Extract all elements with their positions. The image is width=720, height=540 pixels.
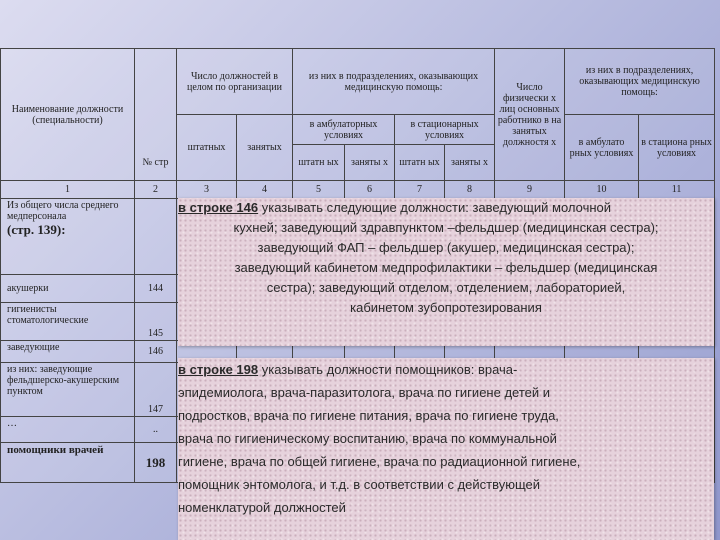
note2-lead: в строке 198 <box>178 362 259 377</box>
note-row-146 <box>178 198 714 346</box>
note1-line4: заведующий кабинетом медпрофилактики – фельдшер (медицинская <box>234 260 658 275</box>
row-name: Из общего числа среднего медперсонала <box>7 200 119 222</box>
note2-line5: гигиене, врача по общей гигиене, врача по радиационной гигиене, <box>178 454 581 469</box>
header-stat: в стационарных условиях <box>395 115 495 145</box>
header-stat2: в стациона рных условиях <box>639 115 715 181</box>
header-phys-persons: Число физически х лиц основных работнико в на занятых должностя х <box>495 49 565 181</box>
row-num: 146 <box>135 341 177 363</box>
note1-line5: сестра); заведующий отделом, отделением, лабораторией, <box>266 280 626 295</box>
row-num: 198 <box>135 443 177 483</box>
header-zan: занятых <box>237 115 293 181</box>
header-amb-zan: заняты х <box>345 145 395 181</box>
header-phys-units: из них в подразделениях, оказывающих медицинскую помощь: <box>565 49 715 115</box>
col-num-9: 9 <box>495 181 565 199</box>
header-amb2: в амбулато рных условиях <box>565 115 639 181</box>
row-sub: (стр. 139): <box>7 222 66 237</box>
row-name: … <box>1 417 135 443</box>
header-med-units: из них в подразделениях, оказывающих медицинскую помощь: <box>293 49 495 115</box>
col-num-10: 10 <box>565 181 639 199</box>
header-amb: в амбулаторных условиях <box>293 115 395 145</box>
col-num-2: 2 <box>135 181 177 199</box>
header-name: Наименование должности (специальности) <box>1 49 135 181</box>
row-name: акушерки <box>1 275 135 303</box>
header-stat-zan: заняты х <box>445 145 495 181</box>
note-row-198 <box>178 358 714 540</box>
header-org-total: Число должностей в целом по организации <box>177 49 293 115</box>
note1-line2: кухней; заведующий здравпунктом –фельдшер (медицинская сестра); <box>233 220 659 235</box>
row-num: .. <box>135 417 177 443</box>
col-num-3: 3 <box>177 181 237 199</box>
col-num-11: 11 <box>639 181 715 199</box>
header-amb-shtat: штатн ых <box>293 145 345 181</box>
row-num <box>135 199 177 275</box>
header-num: № стр <box>135 145 177 181</box>
note1-line3: заведующий ФАП – фельдшер (акушер, медицинская сестра); <box>257 240 635 255</box>
note2-line1: указывать должности помощников: врача- <box>258 362 518 377</box>
note2-line4: врача по гигиеническому воспитанию, врача по коммунальной <box>178 431 557 446</box>
col-num-5: 5 <box>293 181 345 199</box>
col-num-6: 6 <box>345 181 395 199</box>
row-name: помощники врачей <box>1 443 135 483</box>
header-shtat: штатных <box>177 115 237 181</box>
note2-line3: подростков, врача по гигиене питания, врача по гигиене труда, <box>178 408 559 423</box>
row-name: заведующие <box>1 341 135 363</box>
row-num: 145 <box>135 303 177 341</box>
row-num: 144 <box>135 275 177 303</box>
col-num-4: 4 <box>237 181 293 199</box>
col-num-7: 7 <box>395 181 445 199</box>
note2-line6: помощник энтомолога, и т.д. в соответствии с действующей <box>178 477 540 492</box>
note2-line7: номенклатурой должностей <box>178 500 346 515</box>
note1-line6: кабинетом зубопротезирования <box>350 300 542 315</box>
note2-line2: эпидемиолога, врача-паразитолога, врача по гигиене детей и <box>178 385 550 400</box>
row-num: 147 <box>135 363 177 417</box>
col-num-1: 1 <box>1 181 135 199</box>
col-num-8: 8 <box>445 181 495 199</box>
note1-line1: указывать следующие должности: заведующий молочной <box>258 200 612 215</box>
row-name: из них: заведующие фельдшерско-акушерским пунктом <box>1 363 135 417</box>
note1-lead: в строке 146 <box>178 200 259 215</box>
row-name: гигиенисты стоматологические <box>1 303 135 341</box>
header-stat-shtat: штатн ых <box>395 145 445 181</box>
